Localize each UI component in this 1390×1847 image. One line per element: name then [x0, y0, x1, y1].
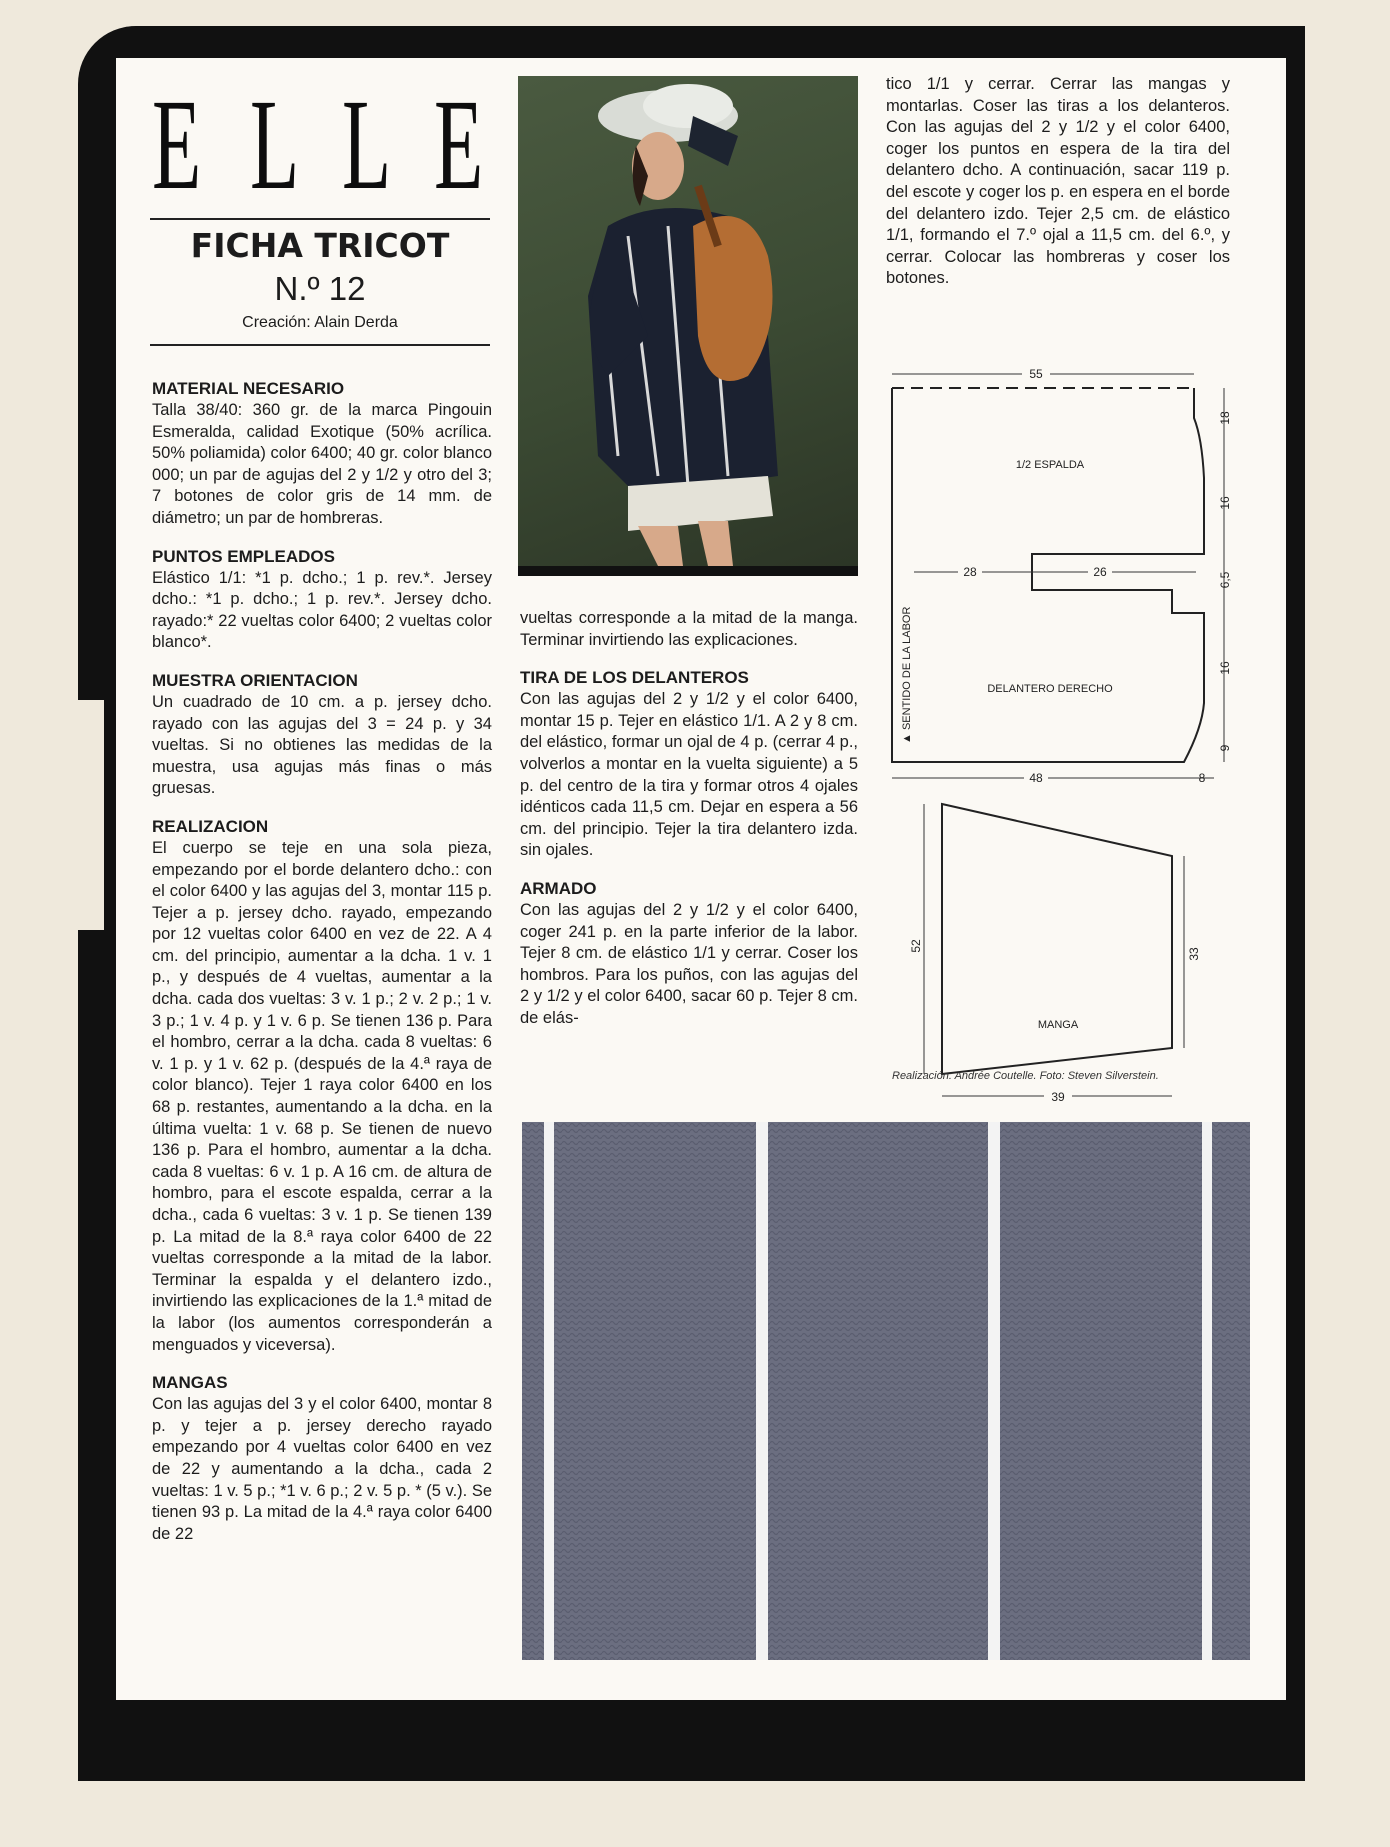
- column-left: [152, 378, 492, 1545]
- dim-neck-depth: 28: [963, 565, 977, 579]
- page-title: FICHA TRICOT: [190, 226, 450, 265]
- dim-offset-bottom: 8: [1198, 771, 1206, 785]
- frame-notch: [64, 700, 104, 930]
- section-heading: MATERIAL NECESARIO: [152, 379, 345, 398]
- section-text: Elástico 1/1: *1 p. dcho.; 1 p. rev.*. Jersey dcho.: *1 p. dcho.; 1 p. rev.*. Jersey dcho. rayado:* 22 vueltas color 6400; 2 vueltas color blanco*.: [152, 568, 492, 652]
- dim-right: 16: [1218, 661, 1232, 675]
- label-manga: MANGA: [1037, 1019, 1079, 1031]
- label-espalda: 1/2 ESPALDA: [1015, 459, 1085, 471]
- section-heading: MUESTRA ORIENTACION: [152, 670, 358, 690]
- model-photo: [518, 76, 858, 576]
- dim-right: 18: [1218, 411, 1232, 425]
- brand-letter: E: [152, 73, 202, 217]
- brand-letter: E: [434, 73, 484, 217]
- section-text: tico 1/1 y cerrar. Cerrar las mangas y montarlas. Coser las tiras a los delanteros. Con las agujas del 2 y 1/2 y el color 6400, coger los puntos en espera de la tira del delantero dcho. A continuación, sacar 119 p. del escote y coger los p. en espera en el borde del delantero izdo. Tejer 2,5 cm. de elástico 1/1, formando el 7.º ojal a 11,5 cm. del 6.º, y cerrar. Colocar las hombreras y coser los botones.: [886, 75, 1230, 288]
- dim-width-top: 55: [1029, 367, 1043, 381]
- label-delantero: DELANTERO DERECHO: [987, 683, 1113, 695]
- dim-neck-width: 26: [1093, 565, 1107, 579]
- section-heading: MANGAS: [152, 1373, 228, 1393]
- issue-number: N.º 12: [274, 270, 366, 307]
- section-heading: REALIZACION: [152, 816, 269, 836]
- section-text: Con las agujas del 2 y 1/2 y el color 6400, coger 241 p. en la parte inferior de la labor. Tejer 8 cm. de elástico 1/1 y cerrar. Coser los hombros. Para los puños, con las agujas del 2 y 1/2 y el color 6400, sacar 60 p. Tejer 8 cm. de elás-: [520, 900, 858, 1027]
- section-text: Con las agujas del 2 y 1/2 y el color 6400, montar 15 p. Tejer en elástico 1/1. A 2 y 8 cm. del elástico, formar un ojal de 4 p. (cerrar 4 p., volverlos a montar en la vuelta siguiente) a 5 p. del centro de la tira y formar otros 4 ojales idénticos cada 11,5 cm. Dejar en espera a 56 cm. del principio. Tejer la tira delantero izda. sin ojales.: [520, 690, 858, 860]
- stripe-pattern: [522, 1122, 1250, 1660]
- label-sentido: ▲ SENTIDO DE LA LABOR: [901, 606, 913, 744]
- dim-right: 6,5: [1218, 571, 1232, 589]
- dim-sleeve-bottom: 39: [1051, 1090, 1065, 1104]
- dim-right: 9: [1218, 744, 1232, 752]
- knit-swatch-photo: [522, 1122, 1250, 1660]
- section-text: El cuerpo se teje en una sola pieza, empezando por el borde delantero dcho.: con el color 6400 y las agujas del 3, montar 115 p. Tejer a p. jersey dcho. rayado, empezando por 12 vueltas color 6400 en vez de 22. A 4 cm. del principio, aumentar a la dcha. 1 v. 1 p., y después de 4 vueltas, aumentar a la dcha. cada dos vueltas: 3 v. 1 p.; 2 v. 2 p.; 1 v. 3 p.; 1 v. 4 p. y 1 v. 6 p. Se tienen 136 p. Para el hombro, cerrar a la dcha. cada 8 vueltas: 6 v. 1 p. y 1 v. 62 p. (después de la 4.ª raya de color blanco). Tejer 1 raya color 6400 en los 68 p. restantes, aumentando a la dcha. en la última vuelta: 1 v. 68 p. Se tienen de nuevo 136 p. Para el hombro, aumentar a la dcha. cada 8 vueltas: 6 v. 1 p. A 16 cm. de altura de hombro, para el escote espalda, cerrar a la dcha., cada 6 vueltas: 3 v. 1 p. Se tienen 139 p. La mitad de la 8.ª raya color 6400 de 22 vueltas corresponde a la mitad de la labor. Terminar la espalda y el delantero izdo., invirtiendo las explicaciones de la 1.ª mitad de la labor (los aumentos corresponderán a menguados y viceversa).: [152, 838, 492, 1354]
- column-right: [886, 74, 1230, 306]
- dim-sleeve-left: 52: [909, 939, 923, 953]
- column-middle: [520, 608, 858, 1030]
- section-text: Un cuadrado de 10 cm. a p. jersey dcho. rayado con las agujas del 3 = 24 p. y 34 vueltas. Si no obtienes las medidas de la muestra, usa agujas más finas o más gruesas.: [152, 692, 492, 798]
- dim-sleeve-right: 33: [1187, 947, 1201, 961]
- brand-logo: [152, 73, 502, 217]
- section-text: vueltas corresponde a la mitad de la manga. Terminar invirtiendo las explicaciones.: [520, 609, 858, 649]
- model-illustration: [518, 76, 858, 576]
- pattern-diagram: [884, 358, 1284, 1078]
- dim-right: 16: [1218, 496, 1232, 510]
- photo-credit: Realización: Andrée Coutelle. Foto: Steven Silverstein.: [892, 1070, 1159, 1082]
- page-content: [116, 58, 1286, 1700]
- dim-width-bottom: 48: [1029, 771, 1043, 785]
- section-heading: PUNTOS EMPLEADOS: [152, 546, 335, 566]
- title-rule-top: [150, 218, 490, 220]
- title-rule-bottom: [150, 344, 490, 346]
- brand-letter: L: [342, 73, 392, 217]
- section-heading: TIRA DE LOS DELANTEROS: [520, 668, 749, 688]
- section-heading: ARMADO: [520, 878, 597, 898]
- section-text: Talla 38/40: 360 gr. de la marca Pingouin Esmeralda, calidad Exotique (50% acrílica. 50% poliamida) color 6400; 40 gr. color blanco 000; un par de agujas del 2 y 1/2 y otro del 3; 7 botones de color gris de 14 mm. de diámetro; un par de hombreras.: [152, 401, 492, 527]
- creator-credit: Creación: Alain Derda: [242, 314, 398, 331]
- section-text: Con las agujas del 3 y el color 6400, montar 8 p. y tejer a p. jersey derecho rayado empezando por 4 vueltas color 6400 en vez de 22 y aumentando a la dcha., cada 2 vueltas: 1 v. 5 p.; *1 v. 6 p.; 2 v. 5 p. * (5 v.). Se tienen 93 p. La mitad de la 4.ª raya color 6400 de 22: [152, 1395, 492, 1543]
- brand-letter: L: [250, 73, 300, 217]
